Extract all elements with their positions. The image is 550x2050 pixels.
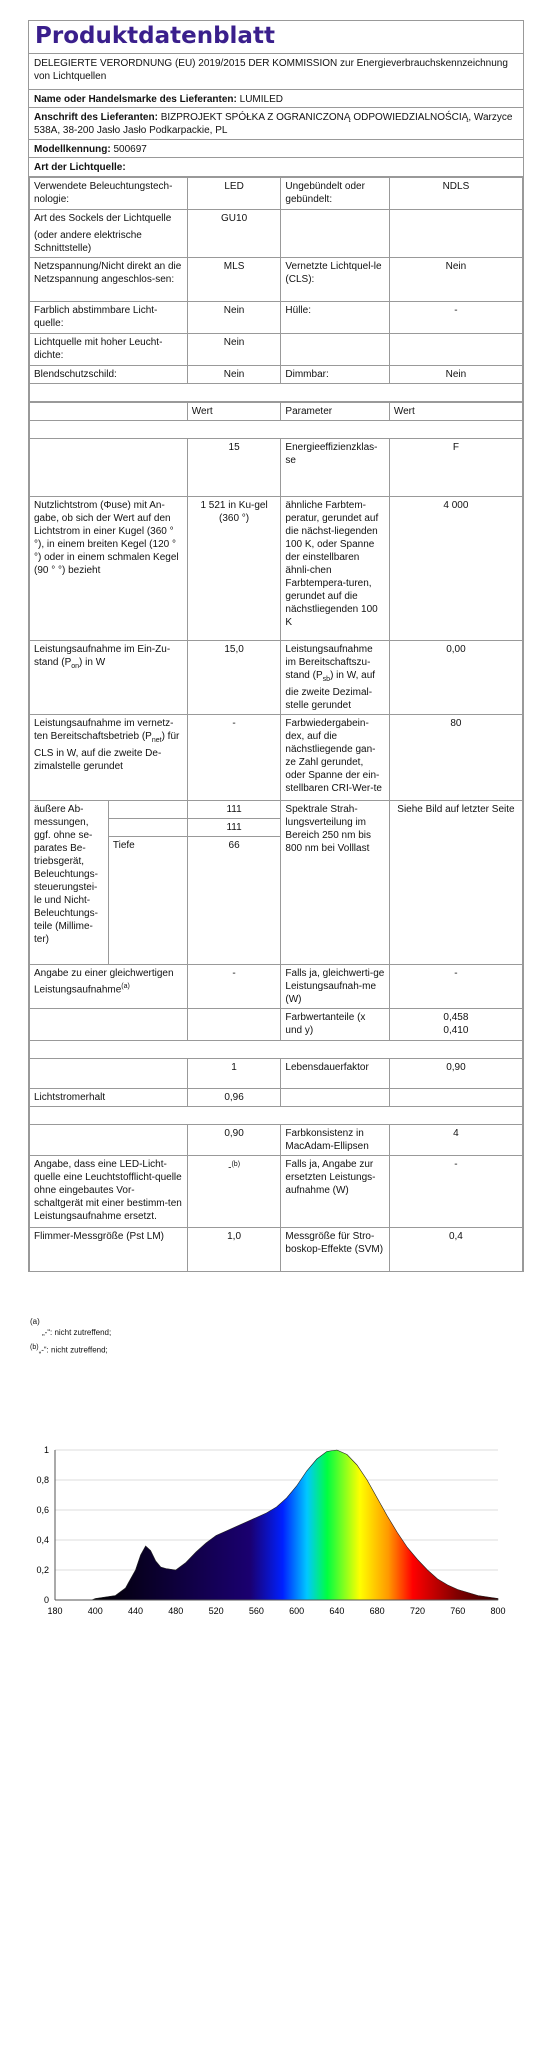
table-row: [30, 1156, 523, 1228]
x-tick-label: 560: [248, 1606, 264, 1616]
cell: Blendschutzschild:: [30, 366, 188, 384]
cell: Vernetzte Lichtquel-le (CLS):: [281, 258, 389, 302]
cell: 1: [187, 1059, 281, 1089]
datasheet: [28, 20, 524, 1272]
parameters-table: [29, 402, 523, 1272]
x-tick-label: 480: [168, 1606, 184, 1616]
model-row: [29, 140, 523, 158]
cell: Nein: [187, 366, 281, 384]
footnote-b-text: „-“: nicht zutreffend;: [38, 1345, 108, 1355]
cell: 4 000: [389, 497, 522, 641]
x-tick-label: 600: [289, 1606, 305, 1616]
cell: [281, 210, 389, 258]
table-header-row: [30, 403, 523, 421]
spectrum-area: [92, 1450, 498, 1600]
socket-note: (oder andere elektrische Schnittstelle): [34, 230, 142, 254]
table-row: [30, 439, 523, 497]
table-row: [30, 1089, 523, 1107]
table-row: [30, 1041, 523, 1059]
cell: 66: [187, 837, 281, 965]
supplier-value: LUMILED: [236, 94, 283, 105]
model-label: Modellkennung:: [34, 144, 111, 155]
superscript: (a): [121, 983, 130, 990]
cell: Netzspannung/Nicht direkt an die Netzspannung angeschlos-sen:: [30, 258, 188, 302]
cell: [30, 965, 188, 1009]
address-label: Anschrift des Lieferanten:: [34, 112, 158, 123]
label-part: Leistungsaufnahme im Bereitschaftszu-stand (P: [285, 644, 373, 681]
cell: [30, 210, 188, 258]
cell: LED: [187, 178, 281, 210]
cell: 0,96: [187, 1089, 281, 1107]
cell: [30, 1059, 188, 1089]
x-tick-label: 640: [329, 1606, 345, 1616]
label-part: ) für CLS in W, auf die zweite De-zimalstelle gerundet: [34, 731, 180, 772]
cell: Hülle:: [281, 302, 389, 334]
cell: 1 521 in Ku-gel (360 °): [187, 497, 281, 641]
header-wert: Wert: [187, 403, 281, 421]
table-row: [30, 210, 523, 258]
x-tick-label: 400: [87, 1606, 103, 1616]
cell: [389, 210, 522, 258]
subscript: net: [151, 737, 162, 744]
spacer-cell: [30, 1041, 523, 1059]
cell: [30, 439, 188, 497]
cell: F: [389, 439, 522, 497]
header-wert2: Wert: [389, 403, 522, 421]
cell: Lichtquelle mit hoher Leucht-dichte:: [30, 334, 188, 366]
y-tick-label: 0: [43, 1595, 49, 1605]
cell: 111: [187, 819, 281, 837]
table-row: [30, 965, 523, 1009]
cell: [108, 801, 187, 819]
cell: [281, 334, 389, 366]
cell: -: [389, 965, 522, 1009]
table-row: [30, 1125, 523, 1156]
cell: 1,0: [187, 1228, 281, 1272]
cell: 0,00: [389, 641, 522, 715]
cell: Nein: [389, 258, 522, 302]
label-part: Leistungsaufnahme im Ein-Zu-stand (P: [34, 644, 171, 668]
table-row: [30, 801, 523, 819]
spacer-cell: [30, 421, 523, 439]
cell: [108, 819, 187, 837]
cell: 0,90: [389, 1059, 522, 1089]
superscript: (b): [231, 1161, 241, 1168]
cell: Lebensdauerfaktor: [281, 1059, 389, 1089]
light-source-table: [29, 177, 523, 402]
cell: Tiefe: [108, 837, 187, 965]
supplier-label: Name oder Handelsmarke des Lieferanten:: [34, 94, 237, 105]
footnotes: [30, 1316, 111, 1356]
x-tick-label: 520: [208, 1606, 224, 1616]
cell: Farblich abstimmbare Licht-quelle:: [30, 302, 188, 334]
cell: 15,0: [187, 641, 281, 715]
table-row: [30, 1107, 523, 1125]
cell: [187, 1009, 281, 1041]
cell: 111: [187, 801, 281, 819]
subscript: on: [71, 663, 80, 670]
cell: 0,4: [389, 1228, 522, 1272]
cell: 0,90: [187, 1125, 281, 1156]
socket-label: Art des Sockels der Lichtquelle: [34, 213, 172, 224]
table-row: [30, 384, 523, 402]
footnote-b-mark: (b): [30, 1344, 39, 1351]
cell: Nein: [187, 302, 281, 334]
cell: [389, 1009, 522, 1041]
cell: -: [187, 965, 281, 1009]
cell: [30, 1009, 188, 1041]
cell: Falls ja, Angabe zur ersetzten Leistungs-aufnahme (W): [281, 1156, 389, 1228]
x-tick-label: 180: [47, 1606, 63, 1616]
regulation-text: DELEGIERTE VERORDNUNG (EU) 2019/2015 DER KOMMISSION zur Energieverbrauchskennzeichnung von Lichtquellen: [29, 54, 523, 90]
x-tick-label: 680: [369, 1606, 385, 1616]
cell: [281, 641, 389, 715]
type-heading: Art der Lichtquelle:: [29, 158, 523, 177]
x-tick-label: 800: [490, 1606, 506, 1616]
cell: ähnliche Farbtem-peratur, gerundet auf die nächst-liegenden 100 K, oder Spanne der einstellbaren ähnli-chen Farbtempera-turen, gerundet auf die nächstliegenden 100 K: [281, 497, 389, 641]
page-title: Produktdatenblatt: [29, 21, 523, 54]
x-tick-label: 440: [128, 1606, 144, 1616]
y-tick-label: 0,4: [36, 1535, 49, 1545]
cell: 15: [187, 439, 281, 497]
cell: Verwendete Beleuchtungstech-nologie:: [30, 178, 188, 210]
table-row: [30, 641, 523, 715]
table-row: [30, 1228, 523, 1272]
cell: MLS: [187, 258, 281, 302]
cell: Nein: [187, 334, 281, 366]
cell: Lichtstromerhalt: [30, 1089, 188, 1107]
table-row: [30, 334, 523, 366]
address-row: [29, 108, 523, 140]
cell: äußere Ab-messungen, ggf. ohne se-parates Be-triebsgerät, Beleuchtungs-steuerungstei-le und Nicht-Beleuchtungs-teile (Millime-ter): [30, 801, 109, 965]
cell: Farbwiedergabein-dex, auf die nächstliegende gan-ze Zahl gerundet, oder Spanne der ein-stellbaren CRI-Wer-te: [281, 715, 389, 801]
x-tick-label: 720: [409, 1606, 425, 1616]
cell: -: [389, 1156, 522, 1228]
model-value: 500697: [110, 144, 147, 155]
table-row: [30, 497, 523, 641]
value: -: [228, 1162, 232, 1174]
y-tick-label: 0,2: [36, 1565, 49, 1575]
cell: Messgröße für Stro-boskop-Effekte (SVM): [281, 1228, 389, 1272]
label-part: ) in W, auf die zweite Dezimal-stelle gerundet: [285, 670, 376, 711]
cell: Energieeffizienzklas-se: [281, 439, 389, 497]
cell: [30, 403, 188, 421]
cell: Siehe Bild auf letzter Seite: [389, 801, 522, 965]
cell: GU10: [187, 210, 281, 258]
cell: 4: [389, 1125, 522, 1156]
table-row: [30, 1009, 523, 1041]
cell: [30, 641, 188, 715]
footnote-b: [30, 1342, 111, 1356]
cell: 80: [389, 715, 522, 801]
subscript: sb: [322, 676, 331, 683]
cell: NDLS: [389, 178, 522, 210]
cell: [389, 1089, 522, 1107]
y-tick-label: 1: [43, 1445, 49, 1455]
label-part: Angabe zu einer gleichwertigen Leistungsaufnahme: [34, 968, 174, 996]
table-row: [30, 178, 523, 210]
footnote-a-text: „-“: nicht zutreffend;: [42, 1328, 112, 1337]
cell: [281, 1089, 389, 1107]
table-row: [30, 421, 523, 439]
header-parameter: Parameter: [281, 403, 389, 421]
spacer-cell: [30, 384, 523, 402]
label-part: ) in W: [79, 657, 106, 668]
table-row: [30, 366, 523, 384]
table-row: [30, 715, 523, 801]
table-row: [30, 258, 523, 302]
cell: Angabe, dass eine LED-Licht-quelle eine Leuchtstofflicht-quelle ohne eingebautes Vor-schaltgerät mit einer bestimm-ten Leistungsaufnahme ersetzt.: [30, 1156, 188, 1228]
chromaticity-x: 0,458: [443, 1012, 469, 1023]
x-tick-labels: [47, 1606, 505, 1616]
cell: [187, 1156, 281, 1228]
cell: Ungebündelt oder gebündelt:: [281, 178, 389, 210]
cell: -: [389, 302, 522, 334]
label-part: Leistungsaufnahme im vernetz-ten Bereitschaftsbetrieb (P: [34, 718, 174, 742]
cell: Nutzlichtstrom (Φuse) mit An-gabe, ob sich der Wert auf den Lichtstrom in einer Kugel (360 ° °), in einem breiten Kegel (120 ° °) oder in einem schmalen Kegel (90 ° °) bezieht: [30, 497, 188, 641]
y-tick-labels: [36, 1445, 49, 1605]
supplier-row: [29, 90, 523, 108]
cell: Nein: [389, 366, 522, 384]
address-value: BIZPROJEKT SPÓŁKA Z OGRANICZONĄ ODPOWIEDZIALNOŚCIĄ, Warzyce 538A, 38-200 Jasło Jasło Podkarpackie, PL: [34, 112, 513, 136]
y-tick-label: 0,6: [36, 1505, 49, 1515]
table-row: [30, 1059, 523, 1089]
table-row: [30, 302, 523, 334]
y-tick-label: 0,8: [36, 1475, 49, 1485]
cell: Flimmer-Messgröße (Pst LM): [30, 1228, 188, 1272]
cell: Farbwertanteile (x und y): [281, 1009, 389, 1041]
cell: Falls ja, gleichwerti-ge Leistungsaufnah-me (W): [281, 965, 389, 1009]
cell: Spektrale Strah-lungsverteilung im Bereich 250 nm bis 800 nm bei Volllast: [281, 801, 389, 965]
x-tick-label: 760: [450, 1606, 466, 1616]
cell: Farbkonsistenz in MacAdam-Ellipsen: [281, 1125, 389, 1156]
cell: -: [187, 715, 281, 801]
cell: [30, 715, 188, 801]
spectral-chart: [20, 1440, 520, 1620]
spacer-cell: [30, 1107, 523, 1125]
cell: Dimmbar:: [281, 366, 389, 384]
chromaticity-y: 0,410: [443, 1025, 469, 1036]
footnote-a-mark: (a): [30, 1317, 40, 1326]
cell: [389, 334, 522, 366]
cell: [30, 1125, 188, 1156]
